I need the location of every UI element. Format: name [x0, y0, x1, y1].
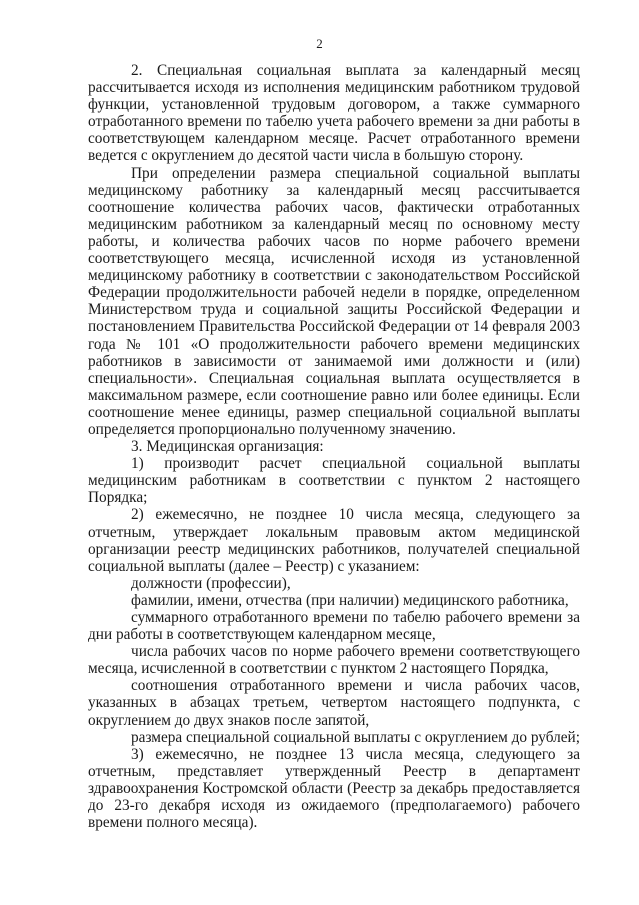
subitem-3-submission: 3) ежемесячно, не позднее 13 числа месяца, следующего за отчетным, представляет утвержденный Реестр в департамент здравоохранения Костромской области (Реестр за декабрь предоставляется до 23-го декабря исходя из ожидаемого (предполагаемого) рабочего времени полного месяца).	[88, 745, 580, 832]
registry-field-norm-hours: числа рабочих часов по норме рабочего времени соответствующего месяца, исчисленной в соответствии с пунктом 2 настоящего Порядка,	[88, 643, 580, 678]
paragraph-2-special-payment: 2. Специальная социальная выплата за календарный месяц рассчитывается исходя из исполнения медицинским работником трудовой функции, установленной трудовым договором, а также суммарного отработанного времени по табелю учета рабочего времени за дни работы в соответствующем календарном месяце. Расчет отработанного времени ведется с округлением до десятой части числа в большую сторону.	[88, 62, 580, 165]
paragraph-calculation-ratio: При определении размера специальной социальной выплаты медицинскому работнику за календарный месяц рассчитывается соотношение количества рабочих часов, фактически отработанных медицинским работником за календарный месяц по основному месту работы, и количества рабочих часов по норме рабочего времени соответствующего месяца, исчисленной исходя из установленной медицинскому работнику в соответствии с законодательством Российской Федерации продолжительности рабочей недели в порядке, определенном Министерством труда и социальной защиты Российской Федерации и постановлением Правительства Российской Федерации от 14 февраля 2003 года № 101 «О продолжительности рабочего времени медицинских работников в зависимости от занимаемой ими должности и (или) специальности». Специальная социальная выплата осуществляется в максимальном размере, если соотношение равно или более единицы. Если соотношение менее единицы, размер специальной социальной выплаты определяется пропорционально полученному значению.	[88, 164, 580, 438]
paragraph-3-medical-organization: 3. Медицинская организация:	[131, 438, 324, 456]
subitem-2-registry: 2) ежемесячно, не позднее 10 числа месяца, следующего за отчетным, утверждает локальным правовым актом медицинской организации реестр медицинских работников, получателей специальной социальной выплаты (далее – Реестр) с указанием:	[88, 506, 580, 575]
registry-field-ratio: соотношения отработанного времени и числа рабочих часов, указанных в абзацах третьем, четвертом настоящего подпункта, с округлением до двух знаков после запятой,	[88, 677, 580, 729]
registry-field-position: должности (профессии),	[131, 574, 291, 592]
registry-field-payment-amount: размера специальной социальной выплаты с округлением до рублей;	[131, 728, 580, 746]
registry-field-worked-time: суммарного отработанного времени по табелю рабочего времени за дни работы в соответствующем календарном месяце,	[88, 609, 580, 644]
page-number: 2	[316, 36, 323, 51]
subitem-1-calculation: 1) производит расчет специальной социальной выплаты медицинским работникам в соответствии с пунктом 2 настоящего Порядка;	[88, 455, 580, 507]
registry-field-full-name: фамилии, имени, отчества (при наличии) медицинского работника,	[131, 591, 569, 609]
document-body	[88, 62, 580, 831]
